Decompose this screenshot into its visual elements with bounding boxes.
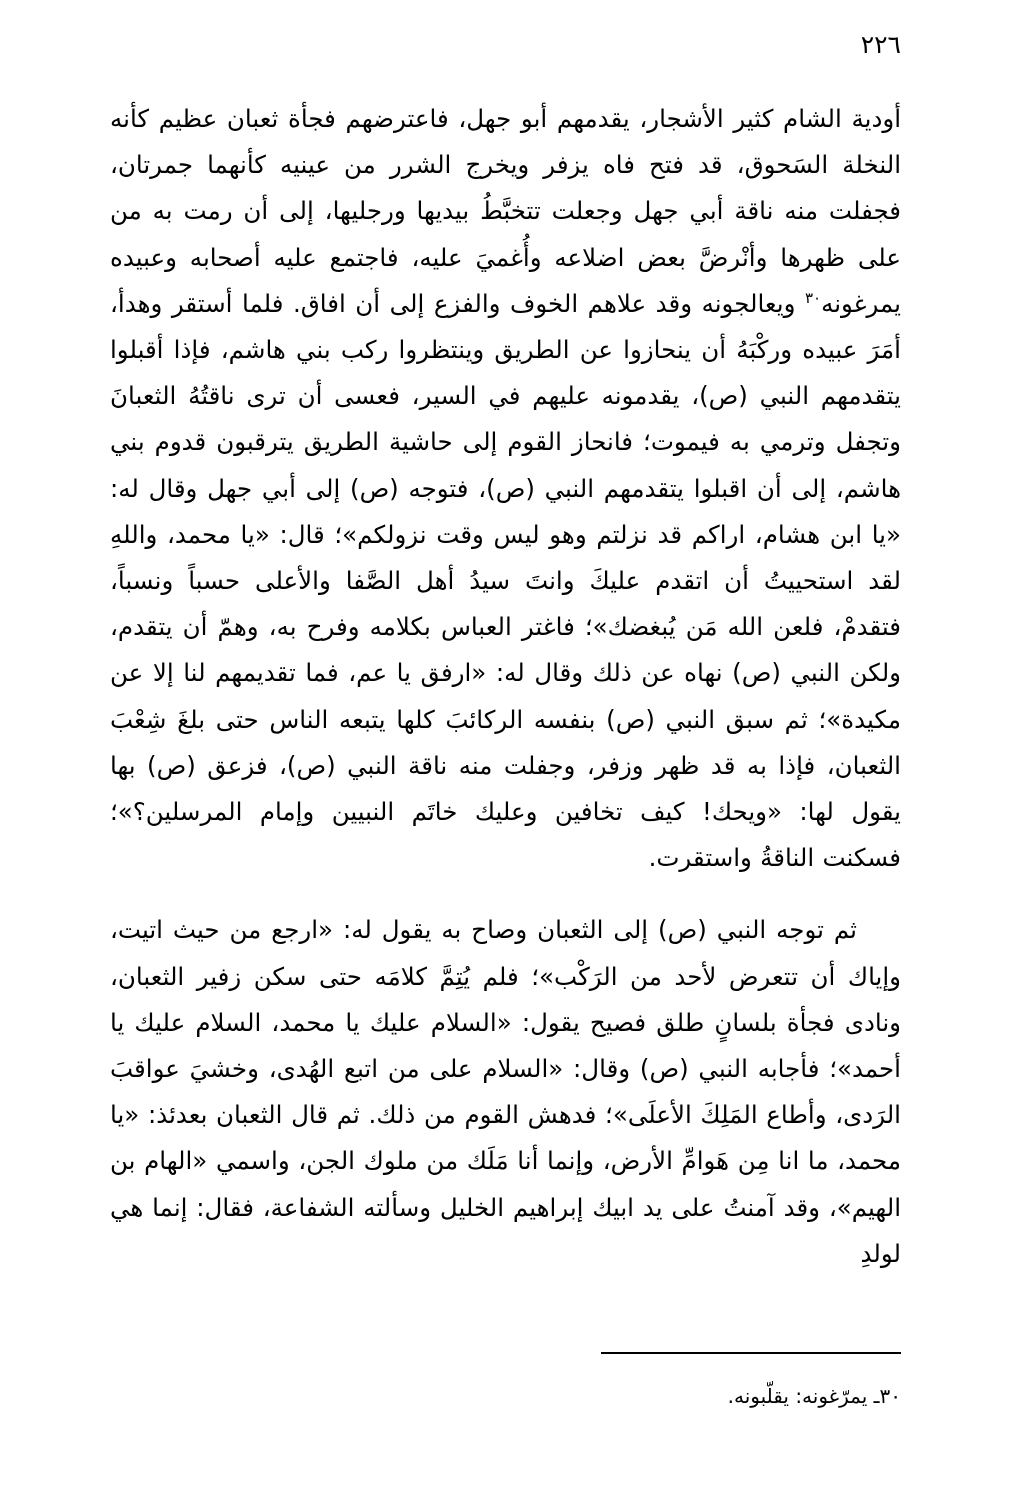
page-number: ٢٢٦ [860, 30, 901, 59]
footnote-separator-rule [601, 1352, 901, 1354]
paragraph-2-text: ثم توجه النبي (ص) إلى الثعبان وصاح به يقول له: «ارجع من حيث اتيت، وإياك أن تتعرض لأحد من الرَكْب»؛ فلم يُتِمَّ كلامَه حتى سكن زفير الثعبان، ونادى فجأة بلسانٍ طلق فصيح يقول: «السلام عليك يا محمد، السلام عليك يا أحمد»؛ فأجابه النبي (ص) وقال: «السلام على من اتبع الهُدى، وخشيَ عواقبَ الرَدى، وأطاع المَلِكَ الأعلَى»؛ فدهش القوم من ذلك. ثم قال الثعبان بعدئذ: «يا محمد، ما انا مِن هَوامِّ الأرض، وإنما أنا مَلَك من ملوك الجن، واسمي «الهام بن الهيم»، وقد آمنتُ على يد ابيك إبراهيم الخليل وسألته الشفاعة، فقال: إنما هي لولدِ [110, 915, 901, 1268]
paragraph-1-text-before-note: أودية الشام كثير الأشجار، يقدمهم أبو جهل، فاعترضهم فجأة ثعبان عظيم كأنه النخلة السَحوق، قد فتح فاه يزفر ويخرج الشرر من عينيه كأنهما جمرتان، فجفلت منه ناقة أبي جهل وجعلت تتخبَّطُ بيديها ورجليها، إلى أن رمت به من على ظهرها وأنْرضَّ بعض اضلاعه وأُغميَ عليه، فاجتمع عليه أصحابه وعبيده يمرغونه [110, 104, 901, 318]
paragraph-1 [110, 96, 901, 881]
footnote-reference-30[interactable]: ٣٠ [804, 288, 822, 307]
footnote-entry-30: ٣٠ـ يمرّغونه: يقلّبونه. [727, 1384, 901, 1408]
paragraph-2 [110, 907, 901, 1277]
paragraph-1-text-after-note: ويعالجونه وقد علاهم الخوف والفزع إلى أن افاق. فلما أستقر وهدأ، أمَرَ عبيده وركْبَهُ أن ينحازوا عن الطريق وينتظروا ركب بني هاشم، فإذا أقبلوا يتقدمهم النبي (ص)، يقدمونه عليهم في السير، فعسى أن ترى ناقتُهُ الثعبانَ وتجفل وترمي به فيموت؛ فانحاز القوم إلى حاشية الطريق يترقبون قدوم بني هاشم، إلى أن اقبلوا يتقدمهم النبي (ص)، فتوجه (ص) إلى أبي جهل وقال له: «يا ابن هشام، اراكم قد نزلتم وهو ليس وقت نزولكم»؛ قال: «يا محمد، واللهِ لقد استحييتُ أن اتقدم عليكَ وانتَ سيدُ أهل الصَّفا والأعلى حسباً ونسباً، فتقدمْ، فلعن الله مَن يُبغضك»؛ فاغتر العباس بكلامه وفرح به، وهمّ أن يتقدم، ولكن النبي (ص) نهاه عن ذلك وقال له: «ارفق يا عم، فما تقديمهم لنا إلا عن مكيدة»؛ ثم سبق النبي (ص) بنفسه الركائبَ كلها يتبعه الناس حتى بلغَ شِعْبَ الثعبان، فإذا به قد ظهر وزفر، وجفلت منه ناقة النبي (ص)، فزعق (ص) بها يقول لها: «ويحك! كيف تخافين وعليك خاتَم النبيين وإمام المرسلين؟»؛ فسكنت الناقةُ واستقرت. [110, 288, 901, 873]
page-body-text [110, 96, 901, 1277]
footnote-area [110, 1352, 901, 1412]
